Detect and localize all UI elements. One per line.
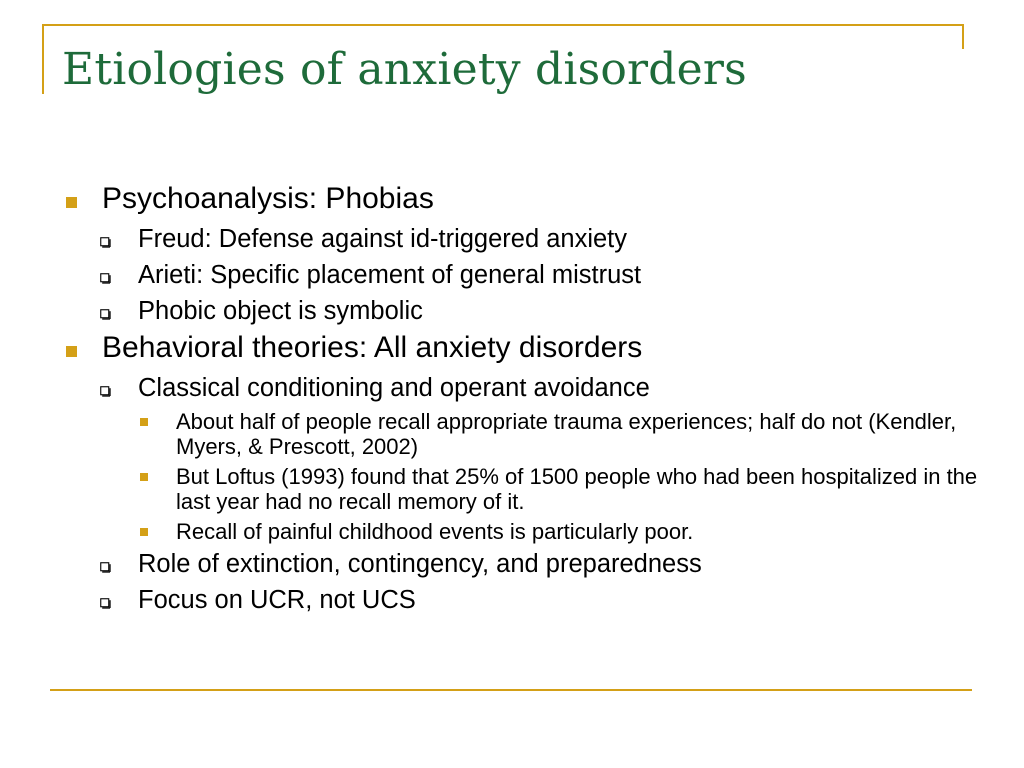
hollow-square-bullet-icon xyxy=(100,562,111,573)
list-item-text: Psychoanalysis: Phobias xyxy=(102,182,434,215)
list-item-level-2 xyxy=(62,548,992,580)
hollow-square-bullet-icon xyxy=(100,309,111,320)
list-item-text: Freud: Defense against id-triggered anxiety xyxy=(138,225,628,253)
list-item-text: Recall of painful childhood events is particularly poor. xyxy=(176,519,694,544)
list-item-text: About half of people recall appropriate trauma experiences; half do not (Kendler, Myers, & Prescott, 2002) xyxy=(176,409,957,459)
list-item-level-2 xyxy=(62,259,992,291)
square-bullet-icon xyxy=(66,346,77,357)
square-bullet-icon xyxy=(66,197,77,208)
bullet-list xyxy=(62,178,992,616)
list-item-level-3 xyxy=(62,409,992,459)
hollow-square-bullet-icon xyxy=(100,237,111,248)
list-item-text: Behavioral theories: All anxiety disorders xyxy=(102,331,643,364)
list-item-text: Role of extinction, contingency, and preparedness xyxy=(138,550,702,578)
hollow-square-bullet-icon xyxy=(100,598,111,609)
list-item-level-2 xyxy=(62,223,992,255)
list-item-text: Phobic object is symbolic xyxy=(138,297,423,325)
slide-title: Etiologies of anxiety disorders xyxy=(62,44,747,95)
square-bullet-icon xyxy=(140,418,148,426)
list-item-text: Focus on UCR, not UCS xyxy=(138,586,416,614)
frame-top-line xyxy=(42,24,964,26)
hollow-square-bullet-icon xyxy=(100,273,111,284)
hollow-square-bullet-icon xyxy=(100,386,111,397)
square-bullet-icon xyxy=(140,528,148,536)
list-item-level-3 xyxy=(62,519,992,544)
list-item-text: Classical conditioning and operant avoidance xyxy=(138,374,650,402)
list-item-level-1 xyxy=(62,328,992,368)
list-item-text: Arieti: Specific placement of general mistrust xyxy=(138,261,642,289)
frame-right-line xyxy=(962,24,964,49)
frame-bottom-line xyxy=(50,689,972,691)
list-item-level-2 xyxy=(62,584,992,616)
list-item-level-2 xyxy=(62,372,992,404)
list-item-level-3 xyxy=(62,464,992,514)
list-item-level-2 xyxy=(62,295,992,327)
frame-left-line xyxy=(42,24,44,94)
square-bullet-icon xyxy=(140,473,148,481)
list-item-level-1 xyxy=(62,179,992,219)
list-item-text: But Loftus (1993) found that 25% of 1500 people who had been hospitalized in the last year had no recall memory of it. xyxy=(176,464,978,514)
